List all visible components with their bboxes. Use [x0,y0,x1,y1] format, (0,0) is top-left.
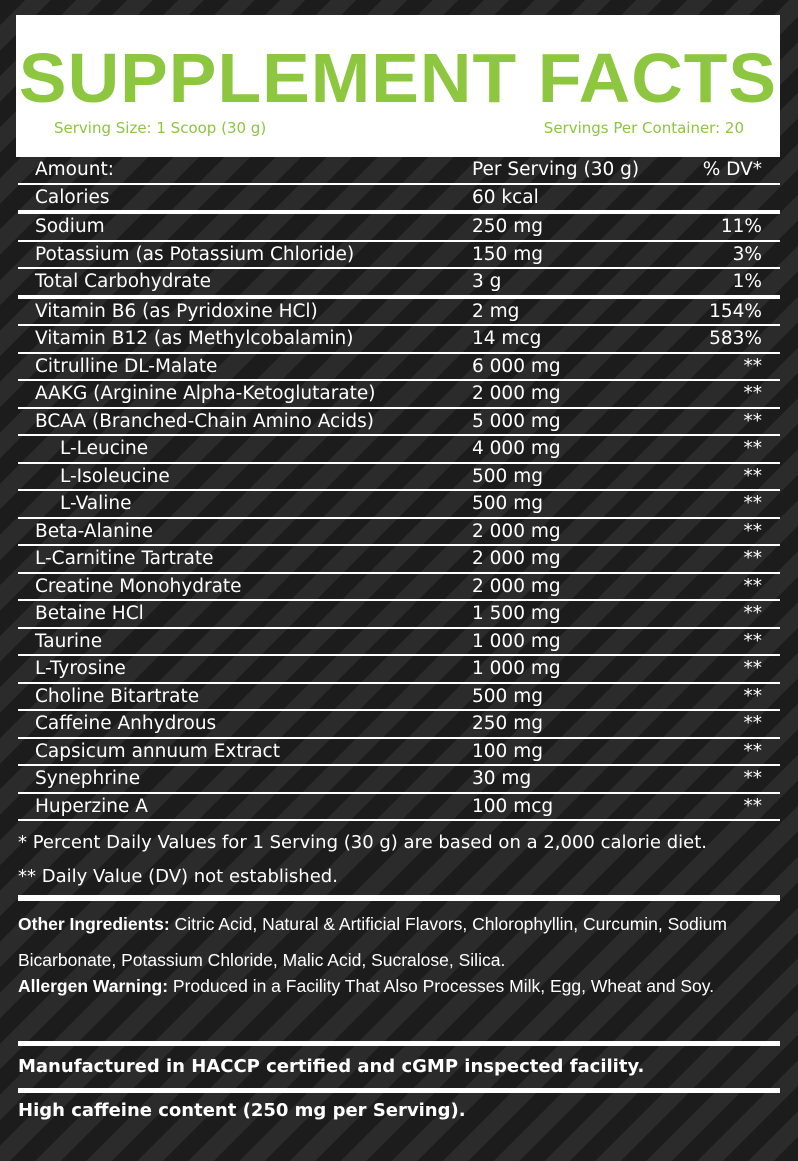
table-row [18,546,780,574]
ingredient-dv: 11% [720,216,762,237]
other-ingredients-text: Citric Acid, Natural & Artificial Flavors, Chlorophyllin, Curcumin, Sodium Bicarbonate, Potassium Chloride, Malic Acid, Sucralose, Silica. [18,914,727,970]
ingredient-amount: 500 mg [472,493,543,514]
ingredient-amount: 250 mg [472,713,543,734]
ingredient-dv: ** [743,465,762,487]
ingredient-amount: 2 mg [472,300,520,322]
ingredient-dv: ** [743,740,762,762]
ingredient-dv: ** [743,630,762,652]
caffeine-warning: High caffeine content (250 mg per Serving). [18,1100,466,1121]
ingredient-amount: 1 500 mg [472,603,561,624]
ingredient-dv: ** [743,410,762,432]
ingredient-amount: 14 mcg [472,328,542,349]
table-row [18,684,780,712]
table-row [18,381,780,409]
ingredient-dv: ** [743,795,762,817]
ingredient-name: Huperzine A [35,795,148,817]
dv-not-established-footnote: ** Daily Value (DV) not established. [18,866,338,887]
allergen-warning [18,968,778,1004]
ingredient-dv: ** [743,658,762,679]
ingredient-amount: 3 g [472,271,502,292]
ingredient-name: L-Tyrosine [35,658,126,679]
ingredient-amount: 500 mg [472,465,543,487]
ingredient-amount: 4 000 mg [472,438,561,459]
ingredient-name: Caffeine Anhydrous [35,713,217,734]
ingredient-dv: ** [743,493,762,514]
table-row [18,299,780,327]
ingredient-dv: ** [743,355,762,377]
table-row [18,519,780,547]
table-row [18,464,780,492]
ingredient-name: Capsicum annuum Extract [35,740,280,762]
ingredient-name: L-Leucine [60,438,149,459]
ingredient-dv: ** [743,713,762,734]
ingredient-name: Synephrine [35,768,141,789]
ingredient-name: Sodium [35,216,105,237]
table-row [18,214,780,242]
table-row [18,436,780,464]
ingredient-dv: ** [743,383,762,404]
table-row [18,711,780,739]
ingredient-amount: 5 000 mg [472,410,561,432]
ingredient-dv: ** [743,575,762,597]
ingredient-name: Beta-Alanine [35,520,154,542]
ingredient-name: Vitamin B12 (as Methylcobalamin) [35,328,354,349]
ingredient-name: Potassium (as Potassium Chloride) [35,243,355,265]
divider [18,1088,780,1093]
ingredient-amount: 30 mg [472,768,532,789]
ingredient-amount: 1 000 mg [472,630,561,652]
ingredient-name: AAKG (Arginine Alpha-Ketoglutarate) [35,383,376,404]
ingredient-amount: 2 000 mg [472,548,561,569]
table-row [18,409,780,437]
ingredient-dv: 154% [709,300,762,322]
table-row [18,326,780,354]
ingredient-amount: 6 000 mg [472,355,561,377]
ingredient-amount: 250 mg [472,216,543,237]
ingredient-dv: ** [743,768,762,789]
table-row [18,269,780,299]
ingredient-name: BCAA (Branched-Chain Amino Acids) [35,410,374,432]
table-row [18,185,780,215]
column-header-per-serving: Per Serving (30 g) [472,159,640,180]
column-header-dv: % DV* [702,159,762,180]
other-ingredients-label: Other Ingredients: [18,914,170,934]
ingredient-dv: 3% [732,243,762,265]
ingredient-amount: 100 mcg [472,795,554,817]
ingredient-amount: 2 000 mg [472,575,561,597]
ingredient-amount: 60 kcal [472,186,539,208]
page-title: SUPPLEMENT FACTS [18,39,778,117]
table-row [18,766,780,794]
table-row [18,629,780,657]
table-row [18,574,780,602]
ingredient-name: Choline Bitartrate [35,685,200,707]
ingredient-amount: 1 000 mg [472,658,561,679]
header-panel [16,15,780,157]
ingredient-name: L-Isoleucine [60,465,170,487]
ingredient-amount: 150 mg [472,243,543,265]
ingredient-name: Taurine [35,630,103,652]
table-row [18,491,780,519]
manufacturing-statement: Manufactured in HACCP certified and cGMP inspected facility. [18,1056,645,1077]
table-row [18,601,780,629]
divider [18,1041,780,1046]
table-header-row [18,157,780,185]
ingredient-name: Calories [35,186,110,208]
ingredient-dv: 583% [709,328,762,349]
divider [18,895,780,901]
ingredient-dv: 1% [732,271,762,292]
ingredient-name: Betaine HCl [35,603,144,624]
ingredient-dv: ** [743,603,762,624]
ingredient-dv: ** [743,438,762,459]
ingredient-name: Total Carbohydrate [35,271,212,292]
table-row [18,354,780,382]
ingredient-name: Creatine Monohydrate [35,575,242,597]
ingredient-dv: ** [743,685,762,707]
serving-size: Serving Size: 1 Scoop (30 g) [54,119,267,137]
allergen-label: Allergen Warning: [18,976,169,996]
ingredient-name: Citrulline DL-Malate [35,355,218,377]
ingredient-dv: ** [743,548,762,569]
column-header-amount: Amount: [35,159,114,180]
allergen-text: Produced in a Facility That Also Processes Milk, Egg, Wheat and Soy. [168,976,715,996]
table-row [18,739,780,767]
ingredient-name: Vitamin B6 (as Pyridoxine HCl) [35,300,318,322]
ingredient-amount: 500 mg [472,685,543,707]
table-row [18,242,780,270]
table-row [18,656,780,684]
servings-per-container: Servings Per Container: 20 [543,119,744,137]
table-row [18,794,780,822]
ingredient-name: L-Carnitine Tartrate [35,548,214,569]
ingredient-dv: ** [743,520,762,542]
ingredient-amount: 100 mg [472,740,543,762]
ingredient-amount: 2 000 mg [472,383,561,404]
dv-footnote: * Percent Daily Values for 1 Serving (30 g) are based on a 2,000 calorie diet. [18,832,707,853]
facts-table [18,157,780,821]
ingredient-name: L-Valine [60,493,132,514]
ingredient-amount: 2 000 mg [472,520,561,542]
